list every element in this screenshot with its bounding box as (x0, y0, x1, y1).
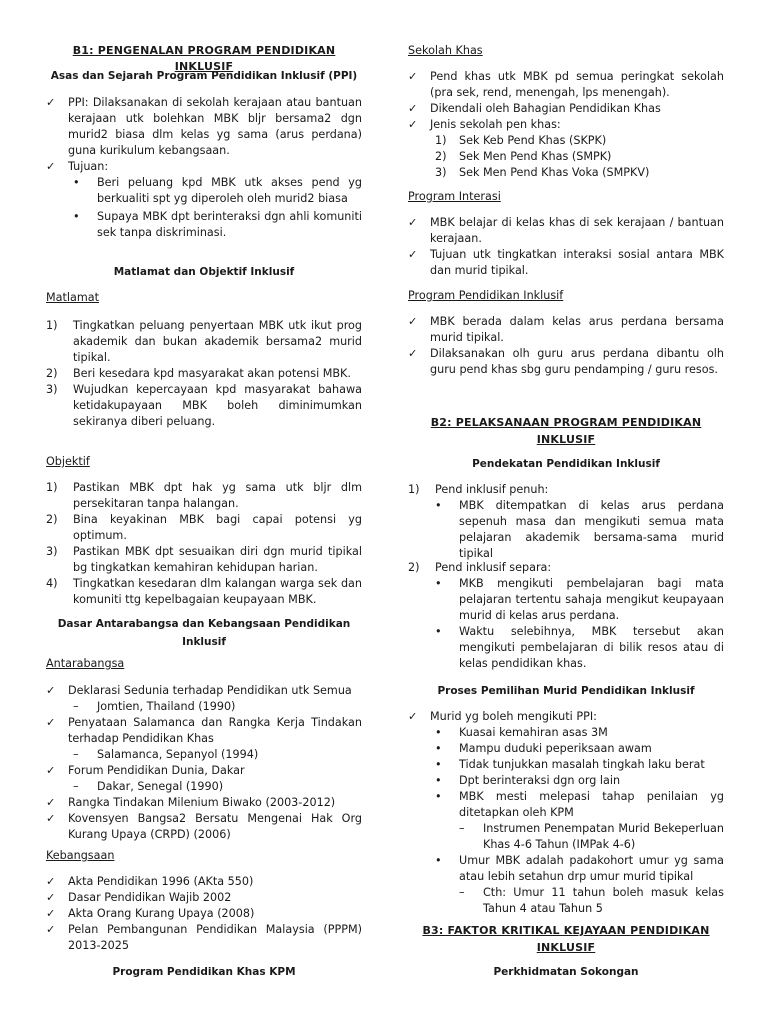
list-item: – Cth: Umur 11 tahun boleh masuk kelas Tahun 4 atau Tahun 5 (459, 886, 724, 915)
check-icon: ✓ (46, 875, 56, 888)
antarabangsa-list (46, 683, 362, 843)
check-icon: ✓ (408, 710, 418, 723)
list-item: • MKB mengikuti pembelajaran bagi mata pelajaran tertentu sahaja mengikut keupayaan murid di kelas arus perdana. (435, 577, 724, 622)
proses-heading: Proses Pemilihan Murid Pendidikan Inklusif (437, 685, 695, 697)
bullet-icon: • (73, 176, 80, 189)
list-item: 4) Tingkatkan kesedaran dlm kalangan warga sek dan komuniti ttg kepelbagaian keupayaan MBK. (46, 577, 362, 606)
bullet-icon: • (435, 758, 442, 771)
interasi-list (408, 215, 724, 279)
list-item: ✓ PPI: Dilaksanakan di sekolah kerajaan atau bantuan kerajaan utk bolehkan MBK bljr bersama2 dgn murid2 biasa dlm kelas yg sama (arus perdana) guna kurikulum kebangsaan. (46, 96, 362, 157)
program-khas-heading: Program Pendidikan Khas KPM (112, 966, 296, 978)
list-item: 1) Tingkatkan peluang penyertaan MBK utk ikut prog akademik dan bukan akademik bersama2 murid tipikal. (46, 319, 362, 364)
list-item: • MBK ditempatkan di kelas arus perdana sepenuh masa dan mengikuti semua mata pelajaran akademik bersama-sama murid tipikal (435, 499, 724, 560)
bullet-icon: • (435, 726, 442, 739)
kebangsaan-list (46, 874, 362, 954)
list-item: ✓ Dikendali oleh Bahagian Pendidikan Khas (408, 102, 661, 115)
bullet-icon: • (73, 210, 80, 223)
list-item: ✓ Deklarasi Sedunia terhadap Pendidikan utk Semua (46, 684, 352, 697)
check-icon: ✓ (408, 70, 418, 83)
list-item: ✓ Dilaksanakan olh guru arus perdana dibantu olh guru pend khas sbg guru pendamping / guru resos. (408, 347, 724, 376)
bullet-icon: • (435, 625, 442, 638)
list-item: – Salamanca, Sepanyol (1994) (73, 748, 259, 761)
check-icon: ✓ (46, 907, 56, 920)
dash-icon: – (459, 886, 465, 899)
bullet-icon: • (435, 577, 442, 590)
matlamat-list (46, 318, 362, 430)
list-item: ✓ Pelan Pembangunan Pendidikan Malaysia (PPPM) 2013-2025 (46, 923, 362, 952)
section-b1-title: B1: PENGENALAN PROGRAM PENDIDIKAN INKLUSIF (72, 44, 336, 73)
ppi-right-list (408, 314, 724, 378)
list-item: • Kuasai kemahiran asas 3M (435, 726, 608, 739)
check-icon: ✓ (46, 891, 56, 904)
dash-icon: – (459, 822, 465, 835)
list-item: – Dakar, Senegal (1990) (73, 780, 224, 793)
list-item: ✓ Tujuan: (46, 160, 109, 173)
kebangsaan-label: Kebangsaan (46, 849, 115, 862)
section-b3-title: B3: FAKTOR KRITIKAL KEJAYAAN PENDIDIKAN INKLUSIF (422, 924, 710, 954)
list-item: • Dpt berinteraksi dgn org lain (435, 774, 621, 787)
check-icon: ✓ (46, 923, 56, 936)
perkhidmatan-heading: Perkhidmatan Sokongan (493, 966, 639, 978)
sekolah-khas-list (408, 69, 724, 181)
check-icon: ✓ (46, 764, 56, 777)
dasar-heading: Dasar Antarabangsa dan Kebangsaan Pendidikan Inklusif (57, 618, 351, 648)
list-item: 3) Sek Men Pend Khas Voka (SMPKV) (435, 166, 650, 179)
list-item: 3) Pastikan MBK dpt sesuaikan diri dgn murid tipikal bg tingkatkan kemahiran kehidupan harian. (46, 545, 362, 574)
list-item: 1) Sek Keb Pend Khas (SKPK) (435, 134, 607, 147)
check-icon: ✓ (408, 315, 418, 328)
list-item: – Instrumen Penempatan Murid Bekeperluan Khas 4-6 Tahun (IMPak 4-6) (459, 822, 724, 851)
antarabangsa-label: Antarabangsa (46, 657, 125, 670)
sejarah-heading: Asas dan Sejarah Program Pendidikan Inklusif (PPI) (50, 70, 358, 82)
bullet-icon: • (435, 774, 442, 787)
list-item: – Jomtien, Thailand (1990) (73, 700, 236, 713)
list-item: • Tidak tunjukkan masalah tingkah laku berat (435, 758, 705, 771)
list-item: 2) Bina keyakinan MBK bagi capai potensi yg optimum. (46, 513, 362, 542)
list-item: 2) Beri kesedara kpd masyarakat akan potensi MBK. (46, 367, 351, 380)
list-item: ✓ Murid yg boleh mengikuti PPI: (408, 710, 597, 723)
list-item: • Waktu selebihnya, MBK tersebut akan mengikuti pembelajaran di bilik resos atau di kelas pendidikan khas. (435, 625, 724, 670)
interasi-label: Program Interasi (408, 190, 501, 203)
check-icon: ✓ (46, 160, 56, 173)
list-item: ✓ Pend khas utk MBK pd semua peringkat sekolah (pra sek, rend, menengah, lps menengah). (408, 70, 724, 99)
matlamat-label: Matlamat (46, 291, 99, 304)
list-item: 2) Sek Men Pend Khas (SMPK) (435, 150, 612, 163)
ppi-list (46, 95, 362, 241)
bullet-icon: • (435, 790, 442, 803)
list-item: ✓ Dasar Pendidikan Wajib 2002 (46, 891, 232, 904)
check-icon: ✓ (408, 102, 418, 115)
list-item: • Supaya MBK dpt berinteraksi dgn ahli komuniti sek tanpa diskriminasi. (73, 210, 362, 239)
list-item: ✓ Kovensyen Bangsa2 Bersatu Mengenai Hak Org Kurang Upaya (CRPD) (2006) (46, 812, 362, 841)
list-item: • Umur MBK adalah padakohort umur yg sama atau lebih setahun drp umur murid tipikal (435, 854, 724, 883)
bullet-icon: • (435, 854, 442, 867)
list-item: ✓ Forum Pendidikan Dunia, Dakar (46, 764, 245, 777)
list-item: • Mampu duduki peperiksaan awam (435, 742, 652, 755)
list-item: • Beri peluang kpd MBK utk akses pend yg berkualiti spt yg diperoleh oleh murid2 biasa (73, 176, 362, 205)
ppi-label: Program Pendidikan Inklusif (408, 289, 564, 302)
check-icon: ✓ (408, 216, 418, 229)
list-item: ✓ Akta Pendidikan 1996 (AKta 550) (46, 875, 254, 888)
dash-icon: – (73, 780, 79, 793)
list-item: 2) Pend inklusif separa: (408, 561, 552, 574)
check-icon: ✓ (46, 812, 56, 825)
dash-icon: – (73, 700, 79, 713)
list-item: ✓ Tujuan utk tingkatkan interaksi sosial antara MBK dan murid tipikal. (408, 248, 724, 277)
list-item: ✓ Penyataan Salamanca dan Rangka Kerja Tindakan terhadap Pendidikan Khas (46, 716, 362, 745)
list-item: 3) Wujudkan kepercayaan kpd masyarakat bahawa ketidakupayaan MBK boleh diminimumkan sekiranya diberi peluang. (46, 383, 362, 428)
check-icon: ✓ (408, 248, 418, 261)
proses-list (408, 709, 724, 917)
list-item: • MBK mesti melepasi tahap penilaian yg ditetapkan oleh KPM (435, 790, 724, 819)
section-b2-title: B2: PELAKSANAAN PROGRAM PENDIDIKAN INKLUSIF (430, 416, 702, 446)
check-icon: ✓ (46, 716, 56, 729)
bullet-icon: • (435, 499, 442, 512)
objektif-list (46, 480, 362, 608)
matlamat-objektif-heading: Matlamat dan Objektif Inklusif (113, 266, 295, 278)
list-item: ✓ Akta Orang Kurang Upaya (2008) (46, 907, 255, 920)
pendekatan-list (408, 482, 724, 562)
check-icon: ✓ (46, 684, 56, 697)
objektif-label: Objektif (46, 455, 90, 468)
check-icon: ✓ (408, 347, 418, 360)
check-icon: ✓ (408, 118, 418, 131)
list-item: ✓ MBK belajar di kelas khas di sek kerajaan / bantuan kerajaan. (408, 216, 724, 245)
list-item: 1) Pastikan MBK dpt hak yg sama utk bljr dlm persekitaran tanpa halangan. (46, 481, 362, 510)
pendekatan-list-2 (408, 560, 724, 672)
list-item: 1) Pend inklusif penuh: (408, 483, 549, 496)
check-icon: ✓ (46, 796, 56, 809)
pendekatan-heading: Pendekatan Pendidikan Inklusif (472, 458, 660, 470)
list-item: ✓ Jenis sekolah pen khas: (408, 118, 561, 131)
bullet-icon: • (435, 742, 442, 755)
check-icon: ✓ (46, 96, 56, 109)
dash-icon: – (73, 748, 79, 761)
sekolah-khas-label: Sekolah Khas (408, 44, 483, 57)
list-item: ✓ Rangka Tindakan Milenium Biwako (2003-2012) (46, 796, 336, 809)
list-item: ✓ MBK berada dalam kelas arus perdana bersama murid tipikal. (408, 315, 724, 344)
